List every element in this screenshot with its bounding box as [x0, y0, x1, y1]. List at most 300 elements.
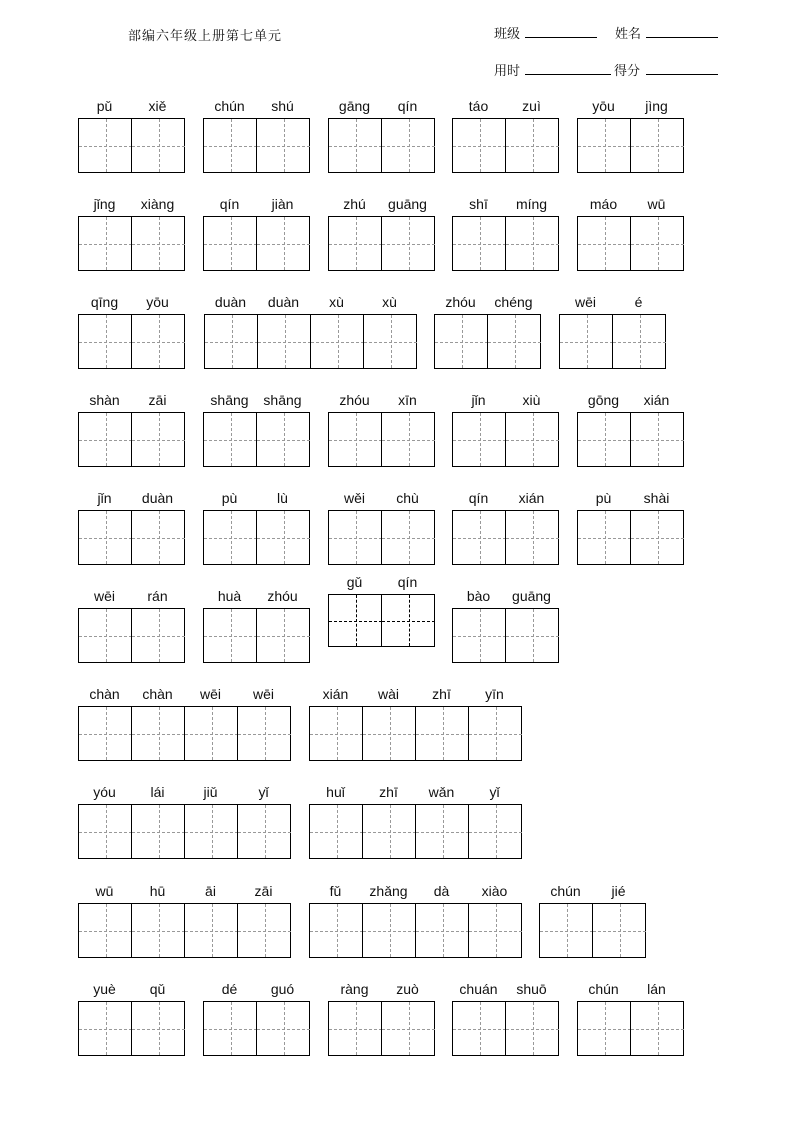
guide-line-horizontal — [132, 636, 185, 637]
writing-cell[interactable] — [132, 805, 185, 858]
pinyin-label: zāi — [148, 392, 167, 408]
cell-divider — [381, 595, 382, 646]
writing-box[interactable] — [203, 216, 310, 271]
pinyin-label: zhóu — [267, 588, 298, 604]
cell-divider — [468, 707, 469, 760]
pinyin-label: jiàn — [271, 196, 294, 212]
guide-line-horizontal — [506, 146, 559, 147]
pinyin-label: wēi — [93, 588, 115, 604]
pinyin-label: zuì — [522, 98, 541, 114]
writing-cell[interactable] — [506, 413, 559, 466]
writing-cell[interactable] — [257, 217, 310, 270]
cell-divider — [131, 805, 132, 858]
guide-line-horizontal — [416, 734, 469, 735]
writing-cell[interactable] — [132, 315, 185, 368]
writing-cell[interactable] — [132, 511, 185, 564]
writing-box[interactable] — [452, 510, 559, 565]
writing-cell[interactable] — [593, 904, 646, 957]
guide-line-horizontal — [79, 734, 132, 735]
writing-cell[interactable] — [132, 1002, 185, 1055]
writing-box[interactable] — [328, 1001, 435, 1056]
writing-box[interactable] — [577, 216, 684, 271]
guide-line-horizontal — [382, 440, 435, 441]
guide-line-horizontal — [79, 832, 132, 833]
writing-cell[interactable] — [204, 413, 257, 466]
cell-divider — [468, 904, 469, 957]
pinyin-label: chàn — [89, 686, 120, 702]
guide-line-horizontal — [310, 931, 363, 932]
guide-line-horizontal — [506, 440, 559, 441]
writing-cell[interactable] — [79, 217, 132, 270]
pinyin-label: zhóu — [339, 392, 370, 408]
guide-line-horizontal — [132, 832, 185, 833]
writing-cell[interactable] — [506, 1002, 559, 1055]
writing-cell[interactable] — [453, 217, 506, 270]
writing-cell[interactable] — [238, 904, 291, 957]
guide-line-horizontal — [132, 342, 185, 343]
writing-cell[interactable] — [310, 707, 363, 760]
guide-line-horizontal — [469, 832, 522, 833]
writing-cell[interactable] — [578, 217, 631, 270]
pinyin-label: wěi — [343, 490, 365, 506]
cell-divider — [131, 1002, 132, 1055]
worksheet-title: 部编六年级上册第七单元 — [128, 29, 283, 44]
guide-line-horizontal — [453, 244, 506, 245]
guide-line-horizontal — [185, 734, 238, 735]
name-blank[interactable] — [646, 37, 718, 38]
writing-cell[interactable] — [204, 217, 257, 270]
cell-divider — [131, 707, 132, 760]
cell-divider — [131, 217, 132, 270]
writing-cell[interactable] — [329, 217, 382, 270]
writing-box[interactable] — [78, 608, 185, 663]
guide-line-horizontal — [257, 636, 310, 637]
pinyin-label: xiàng — [140, 196, 175, 212]
writing-cell[interactable] — [310, 904, 363, 957]
writing-cell[interactable] — [382, 511, 435, 564]
cell-divider — [505, 609, 506, 662]
guide-line-horizontal — [453, 636, 506, 637]
writing-cell[interactable] — [185, 904, 238, 957]
pinyin-label: rán — [147, 588, 168, 604]
pinyin-label: xīn — [398, 392, 417, 408]
pinyin-label: chù — [396, 490, 419, 506]
guide-line-horizontal — [363, 832, 416, 833]
writing-cell[interactable] — [363, 904, 416, 957]
cell-divider — [630, 413, 631, 466]
pinyin-label: jǐn — [471, 392, 486, 408]
writing-cell[interactable] — [204, 119, 257, 172]
writing-cell[interactable] — [469, 805, 522, 858]
writing-cell[interactable] — [185, 805, 238, 858]
guide-line-horizontal — [453, 538, 506, 539]
guide-line-horizontal — [238, 931, 291, 932]
writing-cell[interactable] — [204, 609, 257, 662]
pinyin-label: jǐn — [97, 490, 112, 506]
cell-divider — [131, 315, 132, 368]
writing-box[interactable] — [577, 118, 684, 173]
writing-cell[interactable] — [132, 707, 185, 760]
writing-cell[interactable] — [204, 1002, 257, 1055]
guide-line-horizontal — [204, 1029, 257, 1030]
writing-cell[interactable] — [132, 217, 185, 270]
guide-line-horizontal — [310, 734, 363, 735]
guide-line-horizontal — [540, 931, 593, 932]
writing-cell[interactable] — [506, 217, 559, 270]
cell-divider — [237, 805, 238, 858]
writing-box[interactable] — [309, 903, 522, 958]
guide-line-horizontal — [205, 342, 258, 343]
writing-cell[interactable] — [329, 119, 382, 172]
writing-cell[interactable] — [79, 315, 132, 368]
pinyin-label: fǔ — [329, 883, 342, 899]
writing-cell[interactable] — [257, 119, 310, 172]
writing-cell[interactable] — [238, 707, 291, 760]
writing-cell[interactable] — [631, 217, 684, 270]
guide-line-horizontal — [79, 244, 132, 245]
pinyin-label: xián — [322, 686, 349, 702]
cell-divider — [362, 805, 363, 858]
writing-cell[interactable] — [578, 511, 631, 564]
guide-line-horizontal — [560, 342, 613, 343]
pinyin-label: yīn — [485, 686, 504, 702]
guide-line-horizontal — [79, 146, 132, 147]
writing-cell[interactable] — [258, 315, 311, 368]
writing-cell[interactable] — [238, 805, 291, 858]
guide-line-horizontal — [132, 734, 185, 735]
writing-cell[interactable] — [79, 805, 132, 858]
pinyin-label: yǐ — [489, 784, 500, 800]
writing-cell[interactable] — [257, 609, 310, 662]
writing-cell[interactable] — [469, 707, 522, 760]
guide-line-horizontal — [132, 244, 185, 245]
guide-line-horizontal — [238, 832, 291, 833]
cell-divider — [612, 315, 613, 368]
writing-box[interactable] — [309, 706, 522, 761]
writing-cell[interactable] — [132, 609, 185, 662]
writing-box[interactable] — [204, 314, 417, 369]
cell-divider — [505, 511, 506, 564]
writing-cell[interactable] — [79, 511, 132, 564]
guide-line-horizontal — [506, 538, 559, 539]
writing-box[interactable] — [452, 216, 559, 271]
guide-line-horizontal — [132, 931, 185, 932]
guide-line-horizontal — [382, 244, 435, 245]
pinyin-label: chéng — [494, 294, 533, 310]
cell-divider — [630, 217, 631, 270]
guide-line-horizontal — [185, 931, 238, 932]
guide-line-horizontal — [311, 342, 364, 343]
writing-cell[interactable] — [204, 511, 257, 564]
time-label: 用时 — [494, 64, 521, 79]
writing-box[interactable] — [452, 412, 559, 467]
pinyin-label: jìng — [645, 98, 668, 114]
writing-box[interactable] — [78, 804, 291, 859]
writing-box[interactable] — [328, 594, 435, 647]
writing-box[interactable] — [309, 804, 522, 859]
writing-cell[interactable] — [382, 217, 435, 270]
writing-box[interactable] — [203, 510, 310, 565]
pinyin-label: lù — [277, 490, 288, 506]
guide-line-horizontal — [79, 931, 132, 932]
cell-divider — [505, 1002, 506, 1055]
pinyin-label: qīng — [90, 294, 119, 310]
writing-cell[interactable] — [257, 511, 310, 564]
score-label: 得分 — [614, 64, 641, 79]
guide-line-horizontal — [453, 146, 506, 147]
pinyin-label: shāng — [210, 392, 249, 408]
writing-cell[interactable] — [382, 119, 435, 172]
cell-divider — [184, 707, 185, 760]
name-label: 姓名 — [615, 27, 642, 42]
pinyin-label: zhǎng — [369, 883, 408, 899]
writing-cell[interactable] — [382, 413, 435, 466]
writing-cell[interactable] — [329, 413, 382, 466]
class-label: 班级 — [494, 27, 521, 42]
pinyin-label: chún — [214, 98, 245, 114]
writing-cell[interactable] — [257, 1002, 310, 1055]
writing-box[interactable] — [577, 510, 684, 565]
pinyin-label: chuán — [459, 981, 498, 997]
writing-cell[interactable] — [416, 805, 469, 858]
guide-line-horizontal — [329, 1029, 382, 1030]
guide-line-horizontal — [257, 244, 310, 245]
writing-cell[interactable] — [469, 904, 522, 957]
guide-line-horizontal — [469, 734, 522, 735]
cell-divider — [415, 707, 416, 760]
cell-divider — [362, 904, 363, 957]
writing-cell[interactable] — [416, 707, 469, 760]
writing-box[interactable] — [539, 903, 646, 958]
writing-cell[interactable] — [435, 315, 488, 368]
score-blank[interactable] — [646, 74, 718, 75]
writing-cell[interactable] — [506, 511, 559, 564]
writing-cell[interactable] — [79, 609, 132, 662]
pinyin-label: duàn — [214, 294, 247, 310]
cell-divider — [131, 119, 132, 172]
cell-divider — [381, 1002, 382, 1055]
writing-cell[interactable] — [560, 315, 613, 368]
guide-line-horizontal — [204, 146, 257, 147]
pinyin-label: xián — [643, 392, 670, 408]
writing-box[interactable] — [78, 118, 185, 173]
writing-cell[interactable] — [205, 315, 258, 368]
guide-line-horizontal — [257, 146, 310, 147]
guide-line-horizontal — [382, 1029, 435, 1030]
writing-cell[interactable] — [329, 1002, 382, 1055]
writing-cell[interactable] — [382, 595, 435, 646]
writing-cell[interactable] — [453, 119, 506, 172]
pinyin-label: shuō — [516, 981, 547, 997]
guide-line-horizontal — [506, 636, 559, 637]
writing-cell[interactable] — [79, 904, 132, 957]
guide-line-horizontal — [238, 734, 291, 735]
writing-box[interactable] — [78, 412, 185, 467]
writing-box[interactable] — [452, 118, 559, 173]
writing-cell[interactable] — [453, 413, 506, 466]
guide-line-horizontal — [257, 440, 310, 441]
writing-cell[interactable] — [382, 1002, 435, 1055]
writing-cell[interactable] — [310, 805, 363, 858]
pinyin-label: wēi — [199, 686, 221, 702]
writing-cell[interactable] — [631, 119, 684, 172]
writing-cell[interactable] — [540, 904, 593, 957]
guide-line-horizontal — [363, 734, 416, 735]
writing-cell[interactable] — [79, 413, 132, 466]
writing-cell[interactable] — [79, 1002, 132, 1055]
pinyin-label: lán — [647, 981, 666, 997]
time-blank[interactable] — [525, 74, 611, 75]
pinyin-label: wū — [95, 883, 114, 899]
pinyin-label: huà — [217, 588, 242, 604]
writing-box[interactable] — [78, 903, 291, 958]
writing-cell[interactable] — [506, 609, 559, 662]
pinyin-label: chún — [588, 981, 619, 997]
pinyin-label: xiě — [148, 98, 167, 114]
writing-cell[interactable] — [578, 413, 631, 466]
writing-cell[interactable] — [506, 119, 559, 172]
pinyin-label: guāng — [388, 196, 427, 212]
cell-divider — [131, 904, 132, 957]
guide-line-horizontal — [488, 342, 541, 343]
cell-divider — [310, 315, 311, 368]
guide-line-horizontal — [506, 1029, 559, 1030]
guide-line-horizontal — [204, 636, 257, 637]
pinyin-label: qín — [397, 574, 418, 590]
writing-cell[interactable] — [453, 1002, 506, 1055]
cell-divider — [415, 805, 416, 858]
writing-box[interactable] — [328, 118, 435, 173]
writing-box[interactable] — [559, 314, 666, 369]
writing-box[interactable] — [203, 118, 310, 173]
writing-cell[interactable] — [416, 904, 469, 957]
writing-box[interactable] — [203, 608, 310, 663]
writing-box[interactable] — [203, 1001, 310, 1056]
writing-box[interactable] — [328, 412, 435, 467]
guide-line-horizontal — [578, 244, 631, 245]
pinyin-label: dà — [433, 883, 450, 899]
cell-divider — [256, 217, 257, 270]
writing-cell[interactable] — [132, 413, 185, 466]
pinyin-label: ràng — [340, 981, 369, 997]
pinyin-label: dé — [221, 981, 238, 997]
writing-cell[interactable] — [488, 315, 541, 368]
writing-cell[interactable] — [363, 707, 416, 760]
guide-line-horizontal — [204, 244, 257, 245]
cell-divider — [237, 707, 238, 760]
writing-cell[interactable] — [453, 511, 506, 564]
pinyin-label: shāng — [263, 392, 302, 408]
writing-cell[interactable] — [453, 609, 506, 662]
guide-line-horizontal — [257, 538, 310, 539]
writing-box[interactable] — [78, 216, 185, 271]
writing-box[interactable] — [78, 510, 185, 565]
writing-cell[interactable] — [613, 315, 666, 368]
writing-cell[interactable] — [631, 1002, 684, 1055]
pinyin-label: zhī — [379, 784, 398, 800]
cell-divider — [256, 413, 257, 466]
guide-line-horizontal — [578, 538, 631, 539]
writing-box[interactable] — [452, 608, 559, 663]
guide-line-horizontal — [185, 832, 238, 833]
writing-cell[interactable] — [79, 119, 132, 172]
class-blank[interactable] — [525, 37, 597, 38]
writing-cell[interactable] — [363, 805, 416, 858]
writing-cell[interactable] — [132, 904, 185, 957]
guide-line-horizontal — [613, 342, 666, 343]
guide-line-horizontal — [132, 440, 185, 441]
cell-divider — [256, 511, 257, 564]
pinyin-label: jǐng — [93, 196, 116, 212]
cell-divider — [468, 805, 469, 858]
writing-cell[interactable] — [578, 1002, 631, 1055]
guide-line-horizontal — [364, 342, 417, 343]
guide-line-horizontal — [329, 538, 382, 539]
writing-box[interactable] — [328, 216, 435, 271]
writing-box[interactable] — [78, 706, 291, 761]
cell-divider — [505, 413, 506, 466]
guide-line-horizontal — [310, 832, 363, 833]
writing-box[interactable] — [577, 1001, 684, 1056]
cell-divider — [256, 119, 257, 172]
pinyin-label: guó — [270, 981, 295, 997]
pinyin-label: wēi — [252, 686, 274, 702]
pinyin-label: zuò — [396, 981, 419, 997]
writing-box[interactable] — [78, 314, 185, 369]
writing-cell[interactable] — [364, 315, 417, 368]
writing-box[interactable] — [203, 412, 310, 467]
guide-line-horizontal — [631, 244, 684, 245]
writing-cell[interactable] — [329, 595, 382, 646]
writing-cell[interactable] — [578, 119, 631, 172]
pinyin-label: xù — [329, 294, 344, 310]
cell-divider — [131, 413, 132, 466]
cell-divider — [184, 904, 185, 957]
cell-divider — [487, 315, 488, 368]
pinyin-label: xiào — [481, 883, 508, 899]
pinyin-label: shài — [643, 490, 670, 506]
writing-cell[interactable] — [631, 511, 684, 564]
pinyin-label: zāi — [254, 883, 273, 899]
pinyin-label: zhóu — [445, 294, 476, 310]
writing-cell[interactable] — [79, 707, 132, 760]
cell-divider — [630, 119, 631, 172]
cell-divider — [256, 1002, 257, 1055]
guide-line-horizontal — [132, 146, 185, 147]
cell-divider — [362, 707, 363, 760]
writing-box[interactable] — [577, 412, 684, 467]
pinyin-label: táo — [468, 98, 489, 114]
writing-cell[interactable] — [257, 413, 310, 466]
pinyin-label: wū — [647, 196, 666, 212]
guide-line-horizontal — [132, 538, 185, 539]
writing-cell[interactable] — [132, 119, 185, 172]
pinyin-label: yǐ — [258, 784, 269, 800]
writing-cell[interactable] — [311, 315, 364, 368]
writing-box[interactable] — [328, 510, 435, 565]
writing-cell[interactable] — [631, 413, 684, 466]
writing-box[interactable] — [452, 1001, 559, 1056]
pinyin-label: wài — [377, 686, 399, 702]
writing-cell[interactable] — [185, 707, 238, 760]
pinyin-label: qǔ — [149, 981, 166, 997]
writing-box[interactable] — [434, 314, 541, 369]
guide-line-horizontal — [204, 538, 257, 539]
pinyin-label: yóu — [93, 784, 116, 800]
writing-box[interactable] — [78, 1001, 185, 1056]
writing-cell[interactable] — [329, 511, 382, 564]
guide-line-horizontal — [416, 931, 469, 932]
